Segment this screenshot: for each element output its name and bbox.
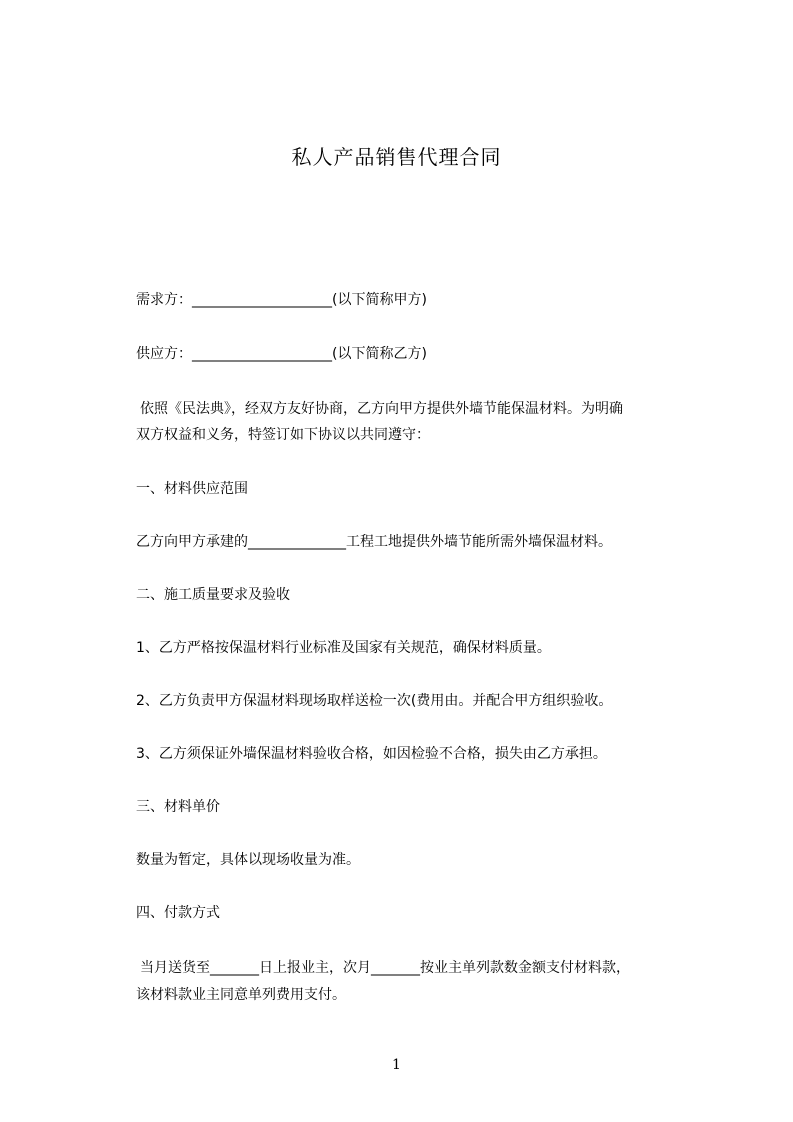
supplier-line: 供应方：____________________(以下简称乙方) [136, 346, 427, 362]
intro-line-2: 双方权益和义务，特签订如下协议以共同遵守： [136, 427, 430, 443]
section-1-text: 乙方向甲方承建的______________工程工地提供外墙节能所需外墙保温材料。 [136, 534, 612, 550]
section-2-item-2: 2、乙方负责甲方保温材料现场取样送检一次(费用由。并配合甲方组织验收。 [136, 693, 613, 709]
section-2-heading: 二、施工质量要求及验收 [136, 587, 290, 603]
buyer-line: 需求方：____________________(以下简称甲方) [136, 292, 427, 308]
intro-line-1: 依照《民法典》，经双方友好协商，乙方向甲方提供外墙节能保温材料。为明确 [140, 401, 623, 417]
section-3-heading: 三、材料单价 [136, 799, 220, 815]
section-4-heading: 四、付款方式 [136, 905, 220, 921]
section-4-line-1: 当月送货至_______日上报业主，次月_______按业主单列款数金额支付材料款， [140, 960, 630, 976]
section-2-item-1: 1、乙方严格按保温材料行业标准及国家有关规范，确保材料质量。 [136, 640, 551, 656]
document-title: 私人产品销售代理合同 [291, 145, 502, 169]
section-1-heading: 一、材料供应范围 [136, 481, 248, 497]
section-4-line-2: 该材料款业主同意单列费用支付。 [136, 987, 346, 1003]
section-3-text: 数量为暂定，具体以现场收量为准。 [136, 852, 360, 868]
page-number: 1 [392, 1057, 401, 1073]
section-2-item-3: 3、乙方须保证外墙保温材料验收合格，如因检验不合格，损失由乙方承担。 [136, 746, 607, 762]
